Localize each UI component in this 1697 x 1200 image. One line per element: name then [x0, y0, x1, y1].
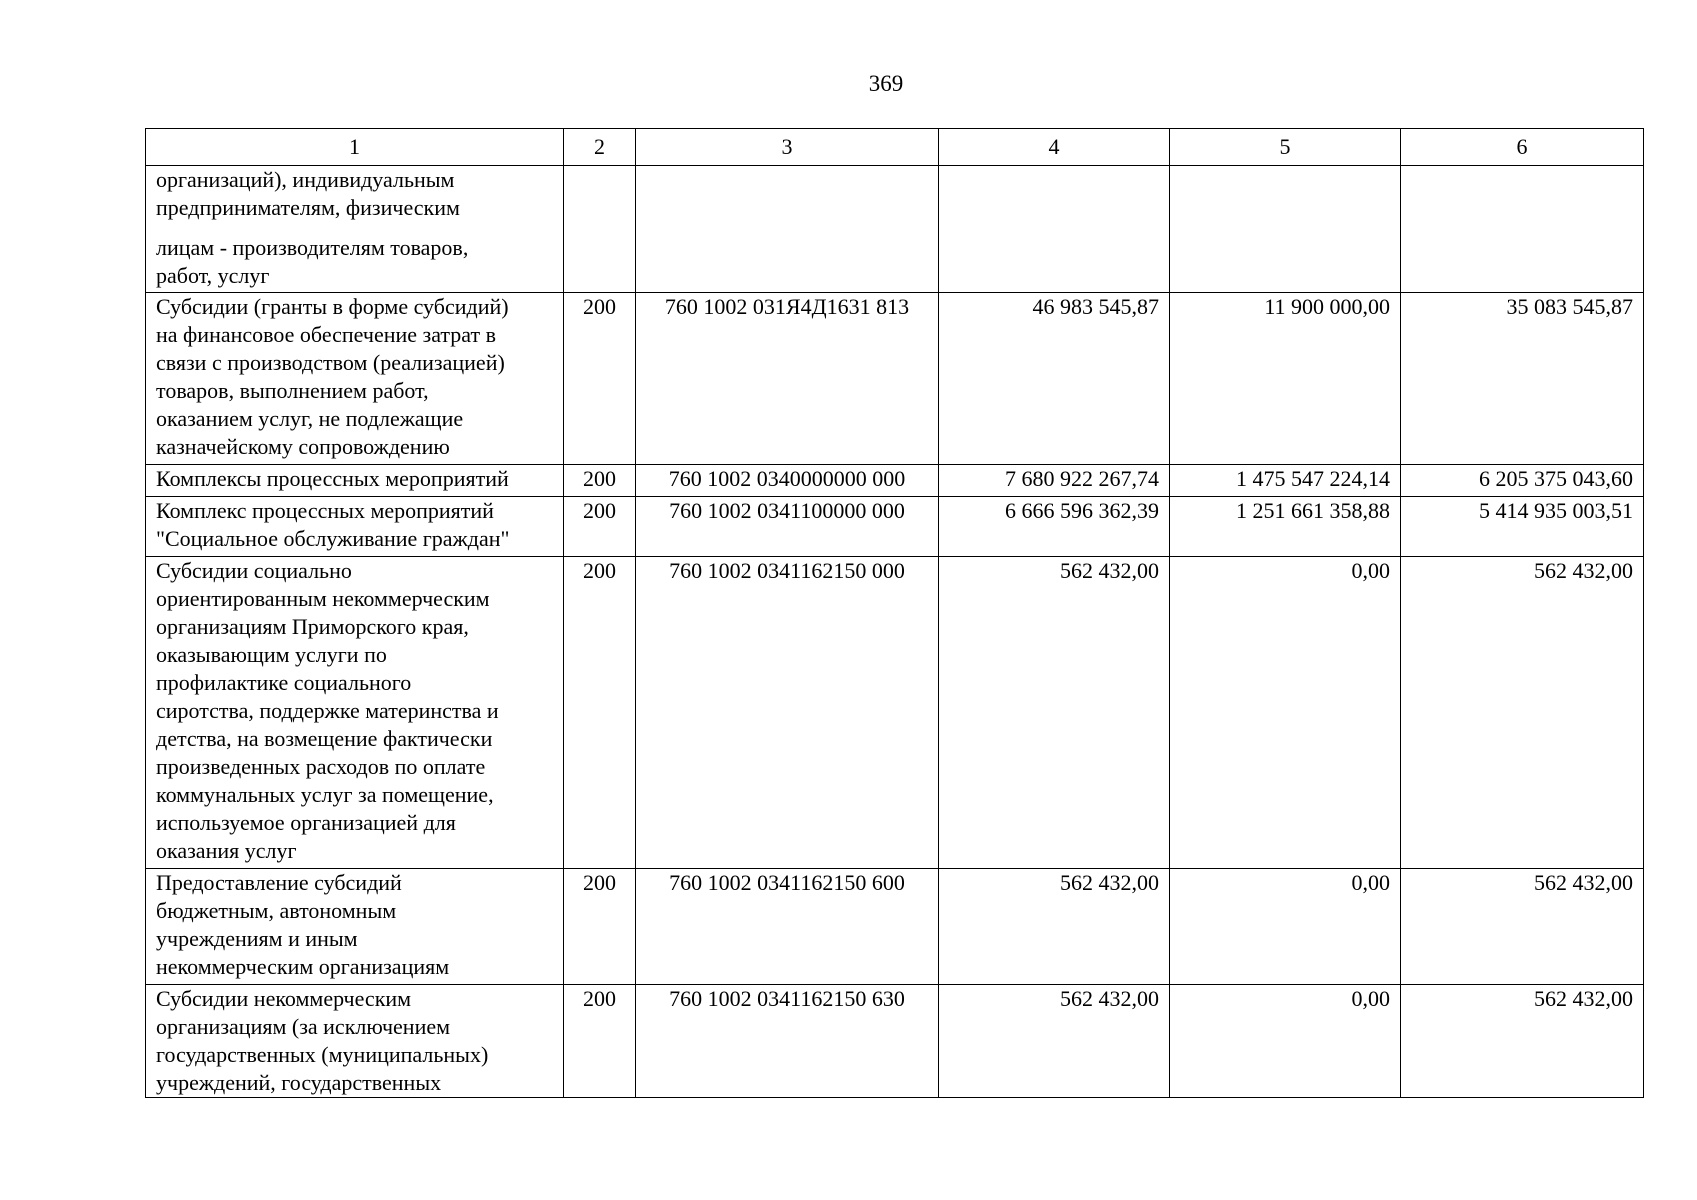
row-col5-cell: 11 900 000,00	[1170, 293, 1401, 465]
row-col5-cell: 1 251 661 358,88	[1170, 497, 1401, 557]
row-col5-cell: 0,00	[1170, 985, 1401, 1098]
header-col-6: 6	[1401, 129, 1644, 166]
row-name-cell: Комплексы процессных мероприятий	[146, 465, 564, 497]
header-col-3: 3	[636, 129, 939, 166]
row-col6-cell: 562 432,00	[1401, 557, 1644, 869]
row-col6-cell: 35 083 545,87	[1401, 293, 1644, 465]
row-gl-cell: 200	[564, 985, 636, 1098]
row-col6-cell: 5 414 935 003,51	[1401, 497, 1644, 557]
row-col6-cell: 562 432,00	[1401, 869, 1644, 985]
table-row	[146, 985, 1644, 1098]
row-col5-cell	[1170, 166, 1401, 293]
row-col4-cell: 562 432,00	[939, 869, 1170, 985]
row-col6-cell	[1401, 166, 1644, 293]
row-col5-cell: 1 475 547 224,14	[1170, 465, 1401, 497]
row-col5-cell: 0,00	[1170, 557, 1401, 869]
header-col-2: 2	[564, 129, 636, 166]
table-row	[146, 497, 1644, 557]
row-gl-cell: 200	[564, 293, 636, 465]
row-name-cell	[146, 166, 564, 293]
row-name-cell: Субсидии социально ориентированным некоммерческим организациям Приморского края, оказывающим услуги по профилактике социального сиротства, поддержке материнства и детства, на возмещение фактически произведенных расходов по оплате коммунальных услуг за помещение, используемое организацией для оказания услуг	[146, 557, 564, 869]
table-row	[146, 465, 1644, 497]
header-col-1: 1	[146, 129, 564, 166]
row-col4-cell: 562 432,00	[939, 985, 1170, 1098]
budget-table	[145, 128, 1644, 1098]
row-gl-cell: 200	[564, 869, 636, 985]
row-col6-cell: 6 205 375 043,60	[1401, 465, 1644, 497]
row-col4-cell: 46 983 545,87	[939, 293, 1170, 465]
row-gl-cell: 200	[564, 557, 636, 869]
row-name-cell: Комплекс процессных мероприятий "Социальное обслуживание граждан"	[146, 497, 564, 557]
row-code-cell: 760 1002 0341162150 630	[636, 985, 939, 1098]
row-name-cell: Субсидии некоммерческим организациям (за исключением государственных (муниципальных) учреждений, государственных	[146, 985, 564, 1098]
row-name-line: лицам - производителям товаров,	[156, 235, 469, 260]
row-gl-cell	[564, 166, 636, 293]
row-name-line: предпринимателям, физическим	[156, 195, 460, 220]
row-col4-cell: 6 666 596 362,39	[939, 497, 1170, 557]
header-row	[146, 129, 1644, 166]
row-col6-cell: 562 432,00	[1401, 985, 1644, 1098]
table-row	[146, 293, 1644, 465]
row-code-cell: 760 1002 0340000000 000	[636, 465, 939, 497]
row-name-line: работ, услуг	[156, 263, 270, 288]
row-code-cell	[636, 166, 939, 293]
page-number: 369	[868, 71, 904, 96]
row-code-cell: 760 1002 031Я4Д1631 813	[636, 293, 939, 465]
row-col4-cell: 7 680 922 267,74	[939, 465, 1170, 497]
row-name-cell: Субсидии (гранты в форме субсидий) на финансовое обеспечение затрат в связи с производством (реализацией) товаров, выполнением работ, оказанием услуг, не подлежащие казначейскому сопровождению	[146, 293, 564, 465]
row-gl-cell: 200	[564, 465, 636, 497]
row-code-cell: 760 1002 0341100000 000	[636, 497, 939, 557]
row-code-cell: 760 1002 0341162150 600	[636, 869, 939, 985]
row-col4-cell: 562 432,00	[939, 557, 1170, 869]
row-name-cell: Предоставление субсидий бюджетным, автономным учреждениям и иным некоммерческим организациям	[146, 869, 564, 985]
row-gl-cell: 200	[564, 497, 636, 557]
header-col-4: 4	[939, 129, 1170, 166]
table-row	[146, 557, 1644, 869]
table-row	[146, 166, 1644, 293]
table-row	[146, 869, 1644, 985]
header-col-5: 5	[1170, 129, 1401, 166]
row-name-line: организаций), индивидуальным	[156, 167, 455, 192]
row-col4-cell	[939, 166, 1170, 293]
row-col5-cell: 0,00	[1170, 869, 1401, 985]
row-code-cell: 760 1002 0341162150 000	[636, 557, 939, 869]
